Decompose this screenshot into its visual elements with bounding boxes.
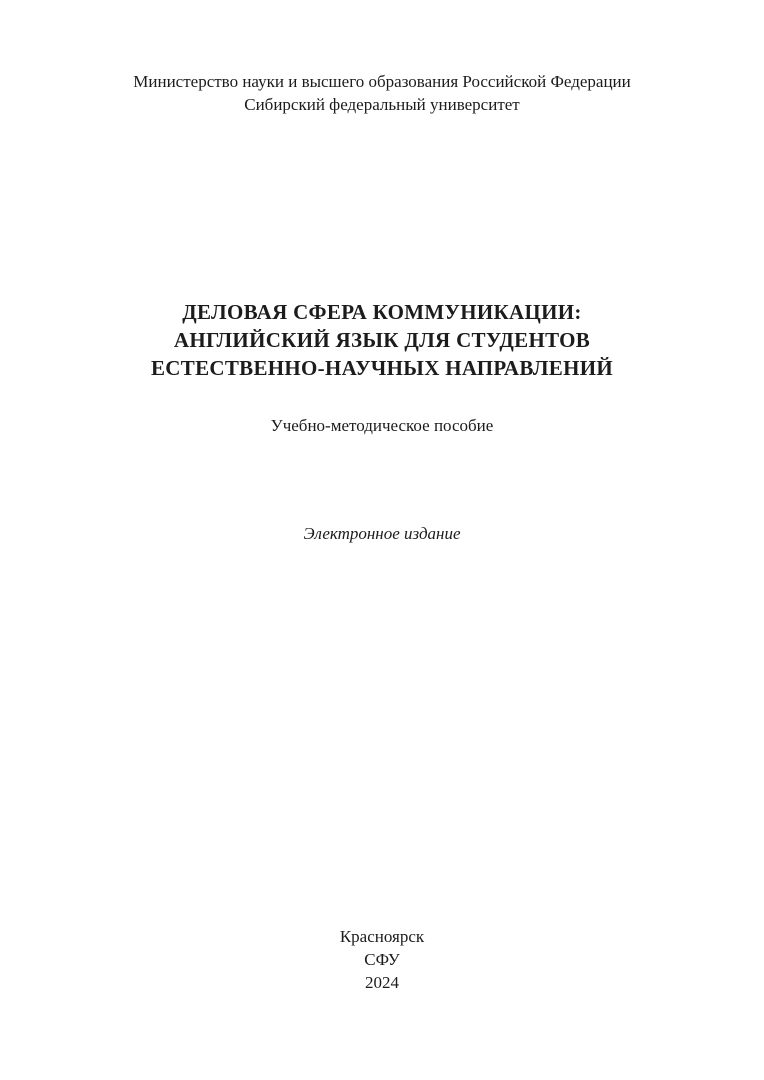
subtitle (0, 414, 764, 437)
book-title-line-3: ЕСТЕСТВЕННО-НАУЧНЫХ НАПРАВЛЕНИЙ (151, 356, 613, 380)
book-title-line-2: АНГЛИЙСКИЙ ЯЗЫК ДЛЯ СТУДЕНТОВ (173, 328, 591, 352)
header (0, 0, 764, 116)
edition-note-text: Электронное издание (303, 524, 461, 543)
ministry-line: Министерство науки и высшего образования Российской Федерации (133, 72, 631, 91)
edition-note (0, 522, 764, 545)
subtitle-text: Учебно-методическое пособие (270, 416, 494, 435)
imprint (0, 925, 764, 994)
imprint-city: Красноярск (339, 927, 425, 946)
imprint-publisher: СФУ (364, 950, 400, 969)
book-title (0, 298, 764, 382)
imprint-year: 2024 (365, 973, 399, 992)
university-line: Сибирский федеральный университет (244, 95, 520, 114)
book-title-line-1: ДЕЛОВАЯ СФЕРА КОММУНИКАЦИИ: (182, 300, 582, 324)
